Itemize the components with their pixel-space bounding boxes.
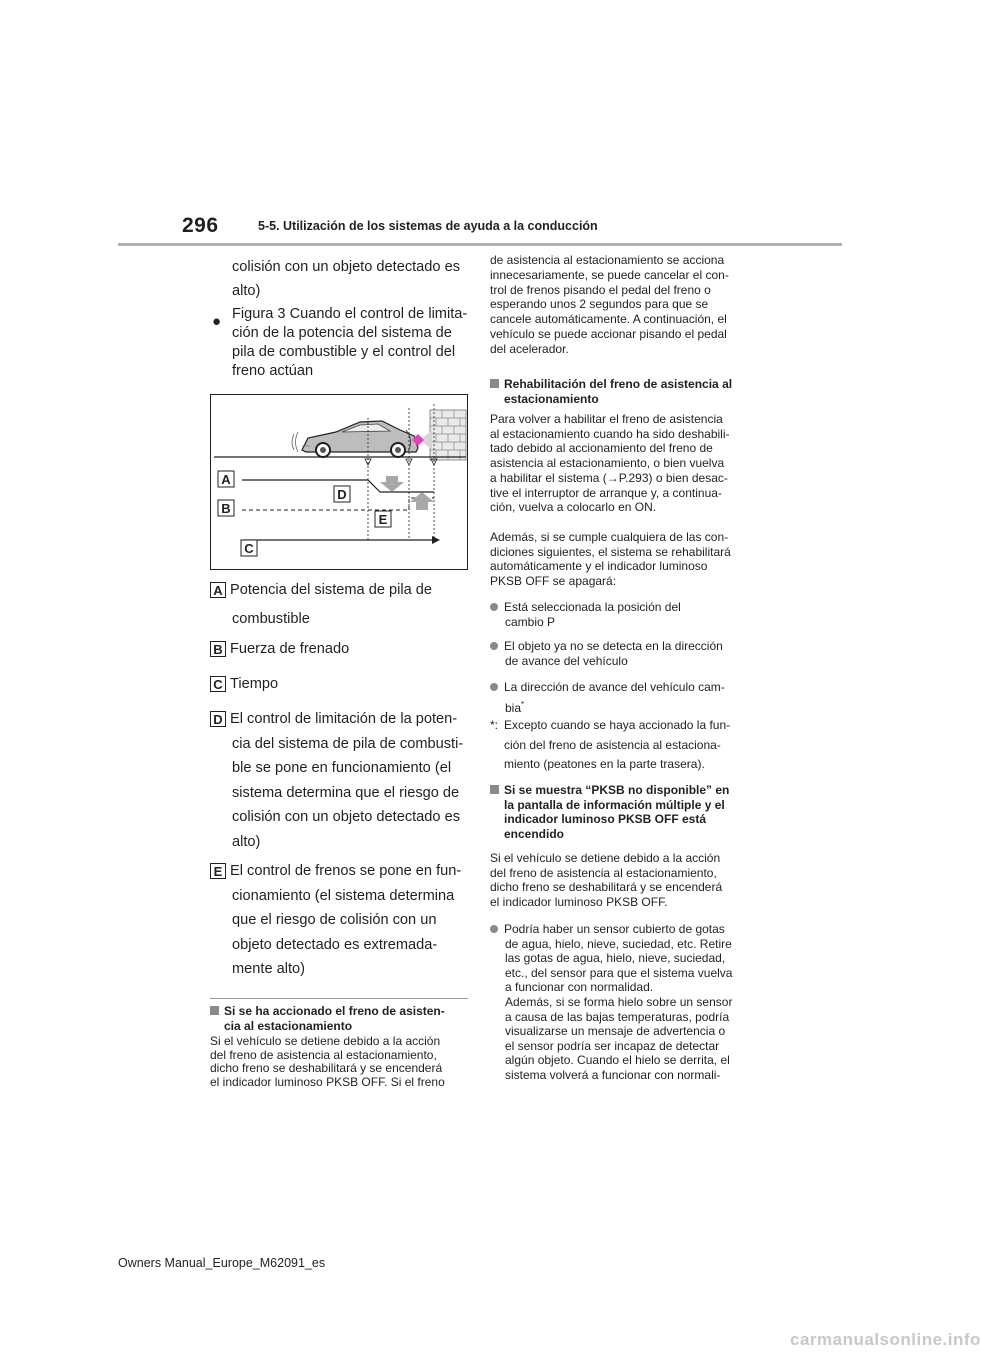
bullet-4 <box>490 922 732 1083</box>
legend-c-line: Tiempo <box>230 676 279 692</box>
fig3-line: freno actúan <box>232 363 314 379</box>
legend-e-line: mente alto) <box>232 961 306 977</box>
figure-label-a: A <box>221 472 231 487</box>
section2-body1-line: tive el interruptor de arranque y, a continua- <box>490 485 722 500</box>
legend-d-line: ble se pone en funcionamiento (el <box>232 760 452 776</box>
legend-d-line: sistema determina que el riesgo de <box>232 784 460 801</box>
fig3-caption <box>232 305 467 381</box>
square-bullet-icon <box>490 785 499 794</box>
section1-body-line: dicho freno se deshabilitará y se encenderá <box>210 1061 443 1076</box>
fig3-line: ción de la potencia del sistema de <box>232 325 452 341</box>
section3-title-line: encendido <box>504 827 565 842</box>
section2-body1-line: tado debido al accionamiento del freno de <box>490 441 713 456</box>
round-bullet-icon <box>490 603 498 611</box>
section3-title <box>490 783 729 842</box>
bullet-4-line: a funcionar con normalidad. <box>505 980 654 995</box>
section1-title <box>210 1004 445 1033</box>
legend-e-line: que el riesgo de colisión con un <box>232 912 437 928</box>
legend-a-label: A <box>210 582 226 598</box>
page-number: 296 <box>182 214 219 237</box>
section1-body-line: Si el vehículo se detiene debido a la acción <box>210 1034 441 1048</box>
bullet-1 <box>490 600 681 629</box>
section2-body1-line: ción, vuelva a colocarlo en ON. <box>490 500 657 515</box>
legend-a-line: combustible <box>232 611 310 627</box>
right-cont-line: vehículo se puede accionar pisando el pedal <box>490 326 727 341</box>
figure-3-diagram <box>210 394 468 570</box>
section2-body2-line: Además, si se cumple cualquiera de las con- <box>490 530 729 544</box>
bullet-4-line: sistema volverá a funcionar con normali- <box>505 1067 721 1082</box>
section3-title-line: la pantalla de información múltiple y el <box>504 797 725 812</box>
section2-body1-line: Para volver a habilitar el freno de asistencia <box>490 412 723 426</box>
figure-label-d: D <box>337 487 347 502</box>
section2-title-line: estacionamiento <box>504 391 599 406</box>
section3-body-line: Si el vehículo se detiene debido a la acción <box>490 851 721 865</box>
section2-body2-line: diciones siguientes, el sistema se rehabilitará <box>490 544 731 559</box>
bullet-4-line: las gotas de agua, hielo, nieve, suciedad, <box>505 951 726 966</box>
bullet-4-line: etc., del sensor para que el sistema vuelva <box>505 965 733 980</box>
bullet-1-line: Está seleccionada la posición del <box>504 600 681 614</box>
left-cont-text <box>232 255 460 303</box>
bullet-2-line: de avance del vehículo <box>505 653 628 668</box>
left-cont-line: colisión con un objeto detectado es <box>232 259 460 275</box>
bullet-4-line: Además, si se forma hielo sobre un sensor <box>505 994 733 1009</box>
section3-body-line: dicho freno se deshabilitará y se encenderá <box>490 880 723 895</box>
round-bullet-icon <box>490 925 498 933</box>
bullet-1-line: cambio P <box>505 614 556 629</box>
section2-body1-line: a habilitar el sistema (→P.293) o bien desac- <box>490 470 728 485</box>
legend-d-line: colisión con un objeto detectado es <box>232 809 460 825</box>
legend-b <box>210 637 349 661</box>
bullet-4-line: Podría haber un sensor cubierto de gotas <box>504 922 725 936</box>
bullet-3-line: La dirección de avance del vehículo cam- <box>504 680 725 694</box>
legend-b-label: B <box>210 641 226 657</box>
asterisk-mark: * <box>521 700 525 709</box>
section3-title-line: indicador luminoso PKSB OFF está <box>504 812 707 827</box>
square-bullet-icon <box>490 379 499 388</box>
section1-body-line: el indicador luminoso PKSB OFF. Si el freno <box>210 1074 445 1089</box>
bullet-3 <box>490 678 725 717</box>
legend-e-line: objeto detectado es extremada- <box>232 936 438 953</box>
bullet-4-line: el sensor podría ser incapaz de detectar <box>505 1038 720 1053</box>
bullet-4-line: de agua, hielo, nieve, suciedad, etc. Retire <box>505 936 732 951</box>
section2-title-line: Rehabilitación del freno de asistencia al <box>504 377 733 391</box>
round-bullet-icon <box>490 642 498 650</box>
right-cont-line: de asistencia al estacionamiento se acciona <box>490 253 725 267</box>
bullet-3-line: bia <box>505 701 522 715</box>
footnote-line: ción del freno de asistencia al estaciona- <box>504 737 721 752</box>
square-bullet-icon <box>210 1006 219 1015</box>
section3-body-line: del freno de asistencia al estacionamiento, <box>490 865 717 880</box>
watermark: carmanualsonline.info <box>790 1330 981 1349</box>
section1-title-line: cia al estacionamiento <box>224 1018 353 1033</box>
legend-e-label: E <box>210 863 226 879</box>
footnote-mark: *: <box>490 718 499 732</box>
section2-body1-line: asistencia al estacionamiento, o bien vuelva <box>490 456 725 471</box>
legend-a-line: Potencia del sistema de pila de <box>230 582 433 598</box>
fig3-bullet-icon: ● <box>212 313 222 330</box>
section3-body <box>490 851 722 910</box>
right-cont-line: del acelerador. <box>490 341 569 356</box>
legend-c <box>210 672 278 696</box>
section2-body1 <box>490 412 730 515</box>
figure-label-c: C <box>244 541 254 556</box>
right-cont-line: esperando unos 2 segundos para que se <box>490 297 709 312</box>
bullet-4-line: algún objeto. Cuando el hielo se derrita, el <box>505 1053 730 1068</box>
legend-d-line: El control de limitación de la poten- <box>230 711 458 727</box>
legend-d <box>210 707 463 854</box>
header-rule <box>118 243 842 246</box>
right-cont-line: innecesariamente, se puede cancelar el con- <box>490 267 729 282</box>
legend-e <box>210 859 461 982</box>
right-cont-text <box>490 253 729 357</box>
fig3-line: pila de combustible y el control del <box>232 344 456 360</box>
right-cont-line: cancele automáticamente. A continuación, el <box>490 312 727 327</box>
bullet-4-line: visualizarse un mensaje de advertencia o <box>505 1024 726 1039</box>
round-bullet-icon <box>490 683 498 691</box>
footnote <box>490 716 730 775</box>
legend-d-label: D <box>210 711 226 727</box>
legend-c-label: C <box>210 676 226 692</box>
section-divider <box>210 998 468 999</box>
section2-title <box>490 377 732 406</box>
legend-d-line: cia del sistema de pila de combusti- <box>232 735 464 752</box>
section2-body1-line: al estacionamiento cuando ha sido deshabili- <box>490 426 730 441</box>
fig3-line: Figura 3 Cuando el control de limita- <box>232 306 468 322</box>
footnote-line: miento (peatones en la parte trasera). <box>504 757 705 771</box>
section3-body-line: el indicador luminoso PKSB OFF. <box>490 895 668 910</box>
left-cont-line: alto) <box>232 283 261 299</box>
bullet-2 <box>490 639 723 668</box>
figure-label-e: E <box>378 512 388 527</box>
section2-body2-line: automáticamente y el indicador luminoso <box>490 559 708 574</box>
legend-b-line: Fuerza de frenado <box>230 641 350 657</box>
footer-text: Owners Manual_Europe_M62091_es <box>118 1256 326 1270</box>
section1-body-line: del freno de asistencia al estacionamiento, <box>210 1047 437 1062</box>
section-title: 5-5. Utilización de los sistemas de ayuda a la conducción <box>258 219 598 233</box>
legend-e-line: El control de frenos se pone en fun- <box>230 863 462 879</box>
footnote-line: Excepto cuando se haya accionado la fun- <box>504 718 731 732</box>
figure-label-b: B <box>221 501 231 516</box>
section1-body <box>210 1035 445 1089</box>
brick-wall-icon <box>430 410 466 460</box>
section1-title-line: Si se ha accionado el freno de asisten- <box>224 1004 445 1018</box>
bullet-2-line: El objeto ya no se detecta en la dirección <box>504 639 723 653</box>
section3-title-line: Si se muestra “PKSB no disponible” en <box>504 783 730 797</box>
legend-e-line: cionamiento (el sistema determina <box>232 887 455 904</box>
legend-a <box>210 578 432 631</box>
bullet-4-line: a causa de las bajas temperaturas, podría <box>505 1009 730 1024</box>
section2-body2 <box>490 530 731 589</box>
section2-body2-line: PKSB OFF se apagará: <box>490 574 617 589</box>
right-cont-line: trol de frenos pisando el pedal del freno o <box>490 282 711 297</box>
legend-d-line: alto) <box>232 833 261 850</box>
